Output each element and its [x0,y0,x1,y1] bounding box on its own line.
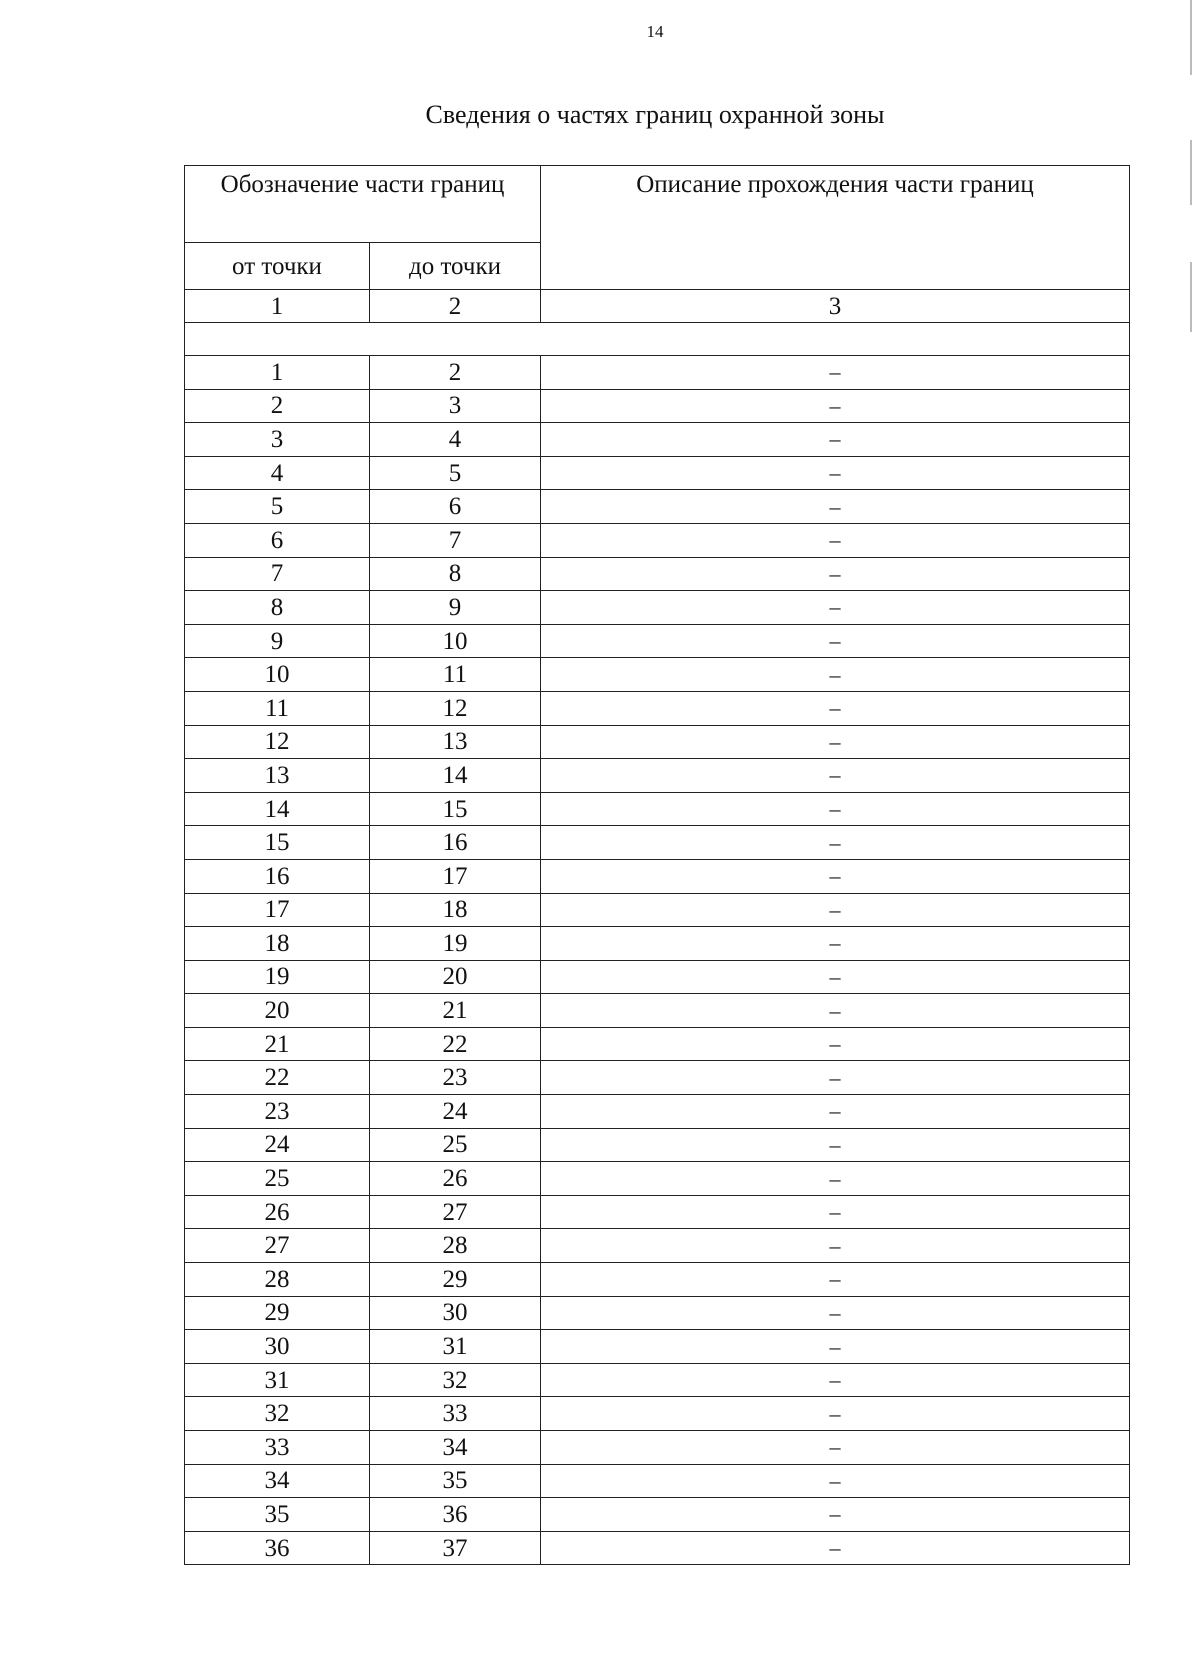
to-point-cell: 28 [370,1229,541,1263]
to-point-cell: 36 [370,1498,541,1532]
table-row [185,456,1130,490]
to-point-cell: 22 [370,1027,541,1061]
table-row [185,994,1130,1028]
description-cell: – [541,1128,1130,1162]
description-cell: – [541,1363,1130,1397]
from-point-cell: 24 [185,1128,370,1162]
to-point-cell: 10 [370,624,541,658]
table-row [185,356,1130,390]
to-point-cell: 34 [370,1431,541,1465]
from-point-cell: 28 [185,1263,370,1297]
to-point-cell: 18 [370,893,541,927]
table-row [185,523,1130,557]
from-point-cell: 11 [185,691,370,725]
from-point-cell: 4 [185,456,370,490]
table-row [185,389,1130,423]
table-row [185,691,1130,725]
table-row [185,927,1130,961]
to-point-cell: 25 [370,1128,541,1162]
table-row [185,1498,1130,1532]
from-point-header: от точки [185,243,370,290]
description-cell: – [541,725,1130,759]
description-header: Описание прохождения части границ [541,166,1130,290]
table-row [185,826,1130,860]
table-row [185,725,1130,759]
description-cell: – [541,893,1130,927]
blank-cell [185,323,1130,356]
column-number-row [185,290,1130,323]
from-point-cell: 29 [185,1296,370,1330]
to-point-cell: 8 [370,557,541,591]
from-point-cell: 30 [185,1330,370,1364]
table-row [185,1061,1130,1095]
table-row [185,960,1130,994]
to-point-cell: 20 [370,960,541,994]
from-point-cell: 2 [185,389,370,423]
from-point-cell: 19 [185,960,370,994]
description-cell: – [541,1431,1130,1465]
from-point-cell: 26 [185,1195,370,1229]
from-point-cell: 1 [185,356,370,390]
description-cell: – [541,1531,1130,1565]
from-point-cell: 7 [185,557,370,591]
description-cell: – [541,1296,1130,1330]
from-point-cell: 17 [185,893,370,927]
from-point-cell: 25 [185,1162,370,1196]
from-point-cell: 15 [185,826,370,860]
table-row [185,423,1130,457]
description-cell: – [541,423,1130,457]
description-cell: – [541,658,1130,692]
from-point-cell: 34 [185,1464,370,1498]
from-point-cell: 20 [185,994,370,1028]
to-point-cell: 4 [370,423,541,457]
description-cell: – [541,927,1130,961]
from-point-cell: 8 [185,591,370,625]
from-point-cell: 6 [185,523,370,557]
description-cell: – [541,1195,1130,1229]
table-row [185,1296,1130,1330]
to-point-cell: 9 [370,591,541,625]
scan-artifact [1190,262,1192,332]
to-point-cell: 26 [370,1162,541,1196]
table-row [185,1128,1130,1162]
table-row [185,658,1130,692]
table-row [185,859,1130,893]
document-title: Сведения о частях границ охранной зоны [425,100,885,129]
to-point-cell: 29 [370,1263,541,1297]
description-cell: – [541,691,1130,725]
from-point-cell: 13 [185,759,370,793]
to-point-cell: 11 [370,658,541,692]
page-number: 14 [646,22,664,41]
from-point-cell: 27 [185,1229,370,1263]
description-cell: – [541,1263,1130,1297]
table-row [185,1162,1130,1196]
table-row [185,490,1130,524]
description-cell: – [541,859,1130,893]
to-point-cell: 5 [370,456,541,490]
table-row [185,1027,1130,1061]
description-cell: – [541,591,1130,625]
table-row [185,1229,1130,1263]
description-cell: – [541,994,1130,1028]
from-point-cell: 22 [185,1061,370,1095]
table-row [185,1330,1130,1364]
header-row [185,166,1130,243]
blank-row [185,323,1130,356]
table-row [185,1397,1130,1431]
to-point-cell: 23 [370,1061,541,1095]
table-row [185,1195,1130,1229]
to-point-cell: 32 [370,1363,541,1397]
from-point-cell: 3 [185,423,370,457]
scan-artifact [1190,140,1192,205]
to-point-cell: 31 [370,1330,541,1364]
description-cell: – [541,1229,1130,1263]
to-point-cell: 16 [370,826,541,860]
description-cell: – [541,792,1130,826]
description-cell: – [541,490,1130,524]
description-cell: – [541,1397,1130,1431]
table-row [185,591,1130,625]
from-point-cell: 18 [185,927,370,961]
description-cell: – [541,1498,1130,1532]
from-point-cell: 33 [185,1431,370,1465]
to-point-cell: 37 [370,1531,541,1565]
from-point-cell: 35 [185,1498,370,1532]
to-point-cell: 13 [370,725,541,759]
table-row [185,792,1130,826]
description-cell: – [541,1027,1130,1061]
to-point-cell: 30 [370,1296,541,1330]
to-point-cell: 12 [370,691,541,725]
table-row [185,624,1130,658]
description-cell: – [541,1061,1130,1095]
description-cell: – [541,389,1130,423]
column-number: 3 [541,290,1130,323]
description-cell: – [541,960,1130,994]
to-point-cell: 2 [370,356,541,390]
from-point-cell: 16 [185,859,370,893]
scan-artifact [1190,0,1192,75]
to-point-cell: 15 [370,792,541,826]
description-cell: – [541,356,1130,390]
to-point-cell: 19 [370,927,541,961]
to-point-header: до точки [370,243,541,290]
table-row [185,1263,1130,1297]
description-cell: – [541,624,1130,658]
to-point-cell: 17 [370,859,541,893]
to-point-cell: 14 [370,759,541,793]
from-point-cell: 5 [185,490,370,524]
description-cell: – [541,523,1130,557]
to-point-cell: 6 [370,490,541,524]
to-point-cell: 35 [370,1464,541,1498]
description-cell: – [541,826,1130,860]
to-point-cell: 7 [370,523,541,557]
from-point-cell: 10 [185,658,370,692]
description-cell: – [541,1095,1130,1129]
designation-header: Обозначение части границ [185,166,541,243]
description-cell: – [541,1464,1130,1498]
from-point-cell: 21 [185,1027,370,1061]
table-row [185,893,1130,927]
to-point-cell: 24 [370,1095,541,1129]
description-cell: – [541,557,1130,591]
table-row [185,1431,1130,1465]
from-point-cell: 12 [185,725,370,759]
boundary-parts-table [184,165,1130,1565]
to-point-cell: 33 [370,1397,541,1431]
table-row [185,759,1130,793]
to-point-cell: 21 [370,994,541,1028]
table-row [185,1531,1130,1565]
from-point-cell: 31 [185,1363,370,1397]
to-point-cell: 27 [370,1195,541,1229]
description-cell: – [541,1330,1130,1364]
to-point-cell: 3 [370,389,541,423]
description-cell: – [541,1162,1130,1196]
column-number: 2 [370,290,541,323]
table-row [185,1363,1130,1397]
from-point-cell: 14 [185,792,370,826]
table-row [185,1095,1130,1129]
from-point-cell: 23 [185,1095,370,1129]
from-point-cell: 32 [185,1397,370,1431]
description-cell: – [541,759,1130,793]
column-number: 1 [185,290,370,323]
from-point-cell: 36 [185,1531,370,1565]
description-cell: – [541,456,1130,490]
from-point-cell: 9 [185,624,370,658]
table-row [185,1464,1130,1498]
table-row [185,557,1130,591]
